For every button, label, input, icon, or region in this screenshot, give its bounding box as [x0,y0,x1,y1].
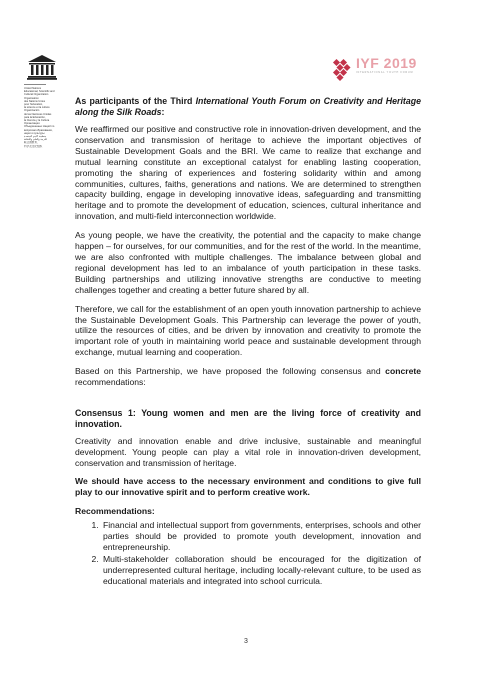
unesco-line: Organisation [24,96,39,100]
iyf-wordmark: IYF 2019 [356,55,417,71]
unesco-line: 科学及文化组织 [24,144,43,148]
intro-heading-post: : [161,107,165,117]
unesco-logo [24,54,66,148]
recommendation-item: 2. Multi-stakeholder collaboration should be encouraged for the digitization of underrepresented cultural heritage, including locally-relevant culture, to be used as educational materials and integrated into school curricula. [101,554,421,587]
unesco-line: de las Naciones Unidas [24,112,52,116]
partnership-paragraph [75,366,421,388]
unesco-line: Организация [24,122,40,126]
recommendation-item: 1. Financial and intellectual support from governments, enterprises, schools and other parties should be provided to promote youth development, innovation and entrepreneurship. [101,520,421,553]
unesco-line: منظمة الأمم المتحدة [24,135,47,139]
consensus-statement: We should have access to the necessary environment and conditions to give full play to our innovative spirit and to perform creative work. [75,476,421,498]
unesco-temple-icon [26,54,58,80]
recommendations-list [75,520,421,586]
unesco-line: Объединенных Наций по [24,125,55,129]
paragraph: Therefore, we call for the establishment of an open youth innovation partnership to achieve the Sustainable Development Goals. This Partnership can leverage the power of youth, utilize the resources of cities, and be driven by innovation and creativity to promote the important role of youth in maintaining world peace and sustainable development through exchange, mutual learning and cooperation. [75,303,421,358]
document-body [75,96,421,588]
intro-heading-forum-name: International Youth Forum on Creativity and Heritage along the Silk Roads [75,96,421,117]
paragraph: As young people, we have the creativity, the potential and the capacity to make change happen – for ourselves, for our communities, and for the rest of the world. In the meantime, we are also confronted with multiple challenges. The imbalance between global and regional development has led to an imbalance of youth participation in these tasks. Building partnerships and utilizing innovative strengths are conductive to meeting challenges together and creating a better future shared by all. [75,230,421,295]
unesco-line: United Nations [24,87,42,90]
recommendations-label: Recommendations: [75,506,155,517]
unesco-line: Organización [24,109,40,113]
partnership-pre: Based on this Partnership, we have proposed the following consensus and [75,366,386,377]
partnership-bold-word: concrete [385,366,421,377]
consensus-heading: Consensus 1: Young women and men are the living force of creativity and innovation. [75,407,421,429]
paragraph: We reaffirmed our positive and constructive role in innovation-driven development, and the conservation and transmission of heritage to achieve the important objectives of Sustainable Development Goals and the BRI. We came to realize that exchange and mutual learning constitute an exceptional catalyst for enabling lasting cooperation, promoting the sharing of experiences and fostering solidarity within and among communities, cultures, faiths, generations and nations. We are determined to strengthen capacity building, engage in developing innovative ideas, safeguarding and transmitting heritage and to promote the development of education, sciences, cultural inheritance and innovation, and multi-field interconnection worldwide. [75,124,421,222]
intro-heading [75,96,421,118]
unesco-line: Cultural Organization [24,93,49,97]
iyf-logo [332,55,432,85]
unesco-name-lines [24,84,66,148]
consensus-body: Creativity and innovation enable and drive inclusive, sustainable and meaningful development. Young people can play a vital role in innovation-driven development, conservation and transmission of heritage. [75,435,421,468]
unesco-line: науки и культуры [24,131,45,135]
iyf-knot-icon [332,57,354,83]
unesco-line: للتربية والعلم والثقافة [24,138,48,142]
unesco-line: la Ciencia y la Cultura [24,119,50,123]
unesco-line: 联合国教育、 [24,141,40,145]
unesco-line: des Nations Unies [24,99,46,103]
unesco-line: para la Educación, [24,115,46,119]
intro-heading-pre: As participants of the Third [75,96,196,106]
unesco-line: la science et la culture [24,106,50,110]
unesco-line: pour l'éducation, [24,103,43,107]
page-number: 3 [244,638,248,645]
unesco-line: вопросам образования, [24,128,53,132]
unesco-line: Educational, Scientific and [24,90,55,94]
iyf-subtitle: INTERNATIONAL YOUTH FORUM [356,71,414,74]
partnership-post: recommendations: [75,377,146,388]
